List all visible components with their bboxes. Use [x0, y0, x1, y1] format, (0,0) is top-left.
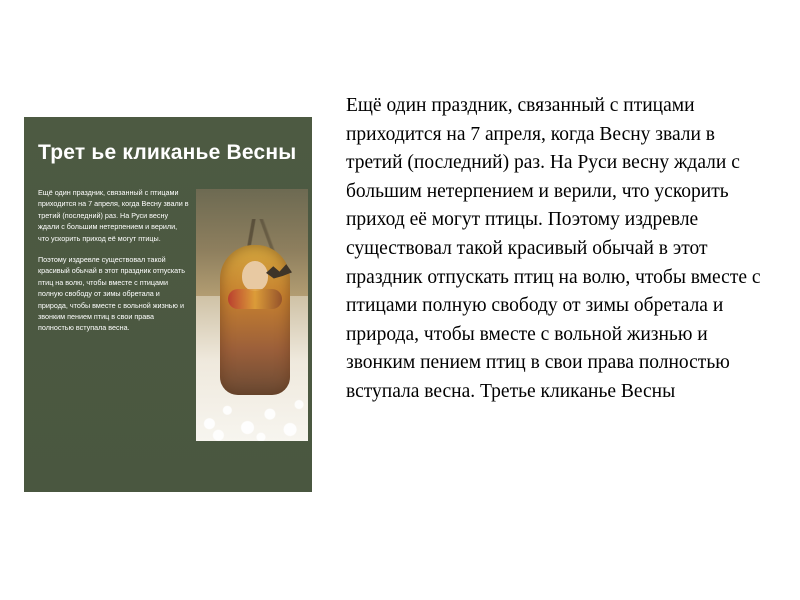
slide-illustration — [196, 189, 308, 441]
slide-title: Трет ье кликанье Весны — [38, 141, 297, 164]
illustration-face — [242, 261, 268, 291]
slide-paragraph: Поэтому издревле существовал такой красивый обычай в этот праздник отпускать птиц на волю, чтобы вместе с птицами полную свободу от зимы обретала и природа, чтобы вместе с вольной жизнью и звонким пением птиц в свои права полностью вступала весна. — [38, 255, 186, 333]
document-body-text: Ещё один праздник, связанный с птицами приходится на 7 апреля, когда Весну звали в третий (последний) раз. На Руси весну ждали с большим нетерпением и верили, что ускорить приход её могут птицы. Поэтому издревле существовал такой красивый обычай в этот праздник отпускать птиц на волю, чтобы вместе с птицами полную свободу от зимы обретала и природа, чтобы вместе с вольной жизнью и звонким пением птиц в свои права полностью вступала весна. Третье кликанье Весны — [346, 95, 761, 402]
illustration-girl-figure — [220, 245, 290, 395]
slide-body-text — [38, 187, 190, 344]
slide-paragraph: Ещё один праздник, связанный с птицами приходится на 7 апреля, когда Весну звали в третий (последний) раз. На Руси весну ждали с большим нетерпением и верили, что ускорить приход её могут птицы. — [38, 188, 189, 243]
slide-thumbnail — [24, 117, 312, 492]
illustration-scarf — [228, 289, 282, 309]
